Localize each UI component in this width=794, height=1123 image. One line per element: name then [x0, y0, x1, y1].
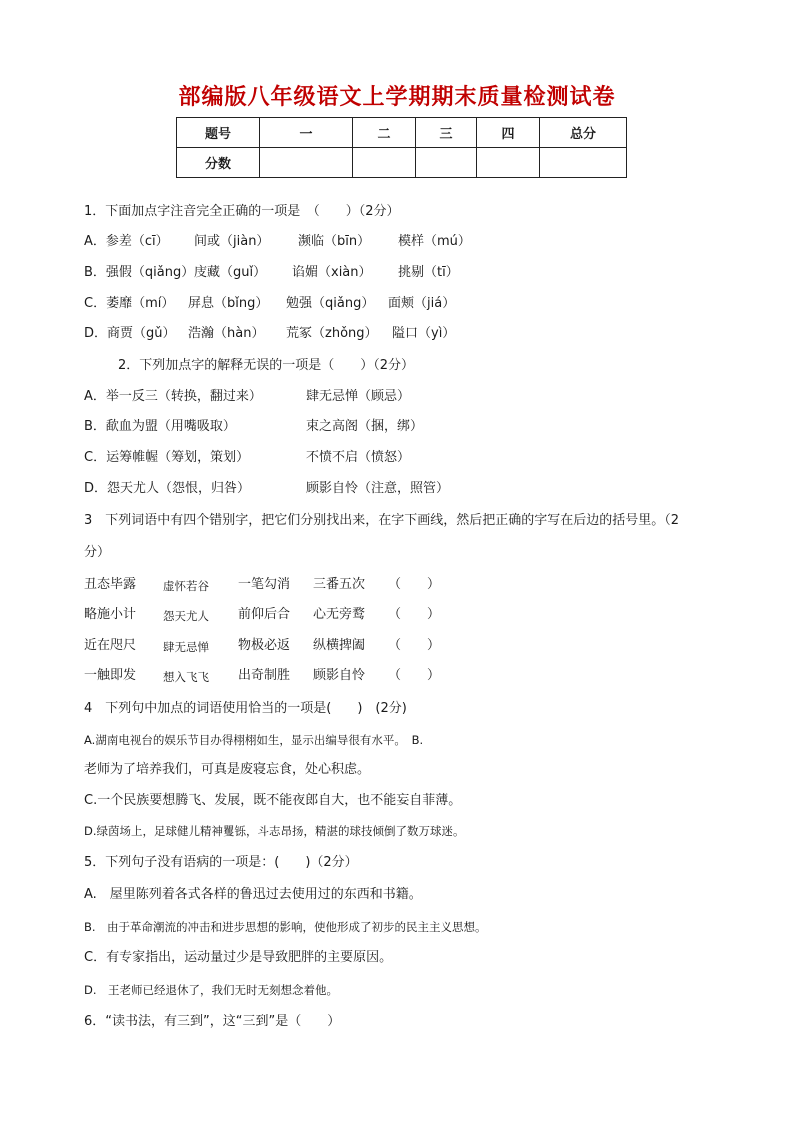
q3-word: 一笔勾消 — [238, 577, 291, 592]
q3-word: 虚怀若谷 — [163, 579, 209, 593]
q2-option-a-2: 肆无忌惮（顾忌） — [306, 389, 411, 404]
q3-answer-blank[interactable]: （ ） — [388, 607, 441, 622]
score-header-cell: 一 — [260, 118, 353, 148]
q5-option-c: C．有专家指出，运动量过少是导致肥胖的主要原因。 — [84, 950, 393, 965]
q3-word: 怨天尤人 — [163, 609, 209, 623]
q1-option-a-1: A．参差（cī） — [84, 234, 169, 249]
q1-option-a-4: 模样（mú） — [398, 234, 471, 249]
q2-option-b-2: 束之高阁（捆，绑） — [306, 419, 424, 434]
q2-option-d-2: 顾影自怜（注意，照管） — [306, 481, 450, 496]
score-header-cell: 总分 — [540, 118, 627, 148]
q4-option-c: C.一个民族要想腾飞、发展，既不能夜郎自大，也不能妄自菲薄。 — [84, 793, 462, 808]
score-header-cell: 题号 — [177, 118, 260, 148]
score-table-header-row — [177, 118, 627, 148]
q1-option-d-2: 浩瀚（hàn） — [188, 326, 265, 341]
score-table — [176, 117, 627, 178]
q2-option-c-2: 不愤不启（愤怒） — [306, 450, 411, 465]
q1-option-b-2: 庋藏（guǐ） — [194, 265, 267, 280]
q5-option-b: B. 由于革命潮流的冲击和进步思想的影响，使他形成了初步的民主主义思想。 — [84, 920, 487, 934]
q4-option-a: A.湖南电视台的娱乐节目办得栩栩如生，显示出编导很有水平。 B. — [84, 733, 424, 747]
q1-option-b-4: 挑剔（tī） — [398, 265, 459, 280]
q1-option-a-2: 间或（jiàn） — [194, 234, 270, 249]
q3-word: 三番五次 — [313, 577, 366, 592]
q3-answer-blank[interactable]: （ ） — [388, 577, 441, 592]
score-cell[interactable] — [540, 148, 627, 178]
q3-word: 顾影自怜 — [313, 668, 366, 683]
q2-stem: 2．下列加点字的解释无误的一项是（ ）（2分） — [118, 358, 415, 373]
q3-word: 肆无忌惮 — [163, 640, 209, 654]
score-row-label: 分数 — [177, 148, 260, 178]
q2-option-d-1: D．怨天尤人（怨恨，归咎） — [84, 481, 251, 496]
q3-answer-blank[interactable]: （ ） — [388, 668, 441, 683]
q3-word: 心无旁鹜 — [313, 607, 366, 622]
score-cell[interactable] — [260, 148, 353, 178]
q1-option-c-3: 勉强（qiǎng） — [286, 296, 375, 311]
q3-word: 略施小计 — [84, 607, 137, 622]
q3-word: 纵横捭阖 — [313, 638, 366, 653]
q4-option-d: D.绿茵场上，足球健儿精神矍铄，斗志昂扬，精湛的球技倾倒了数万球迷。 — [84, 824, 465, 838]
q3-word: 出奇制胜 — [238, 668, 291, 683]
q1-option-c-4: 面颊（jiá） — [388, 296, 456, 311]
score-header-cell: 四 — [477, 118, 540, 148]
score-cell[interactable] — [353, 148, 416, 178]
score-header-cell: 二 — [353, 118, 416, 148]
q3-word: 前仰后合 — [238, 607, 291, 622]
page-title: 部编版八年级语文上学期期末质量检测试卷 — [178, 85, 616, 110]
q2-option-c-1: C．运筹帷幄（筹划，策划） — [84, 450, 250, 465]
q1-stem: 1．下面加点字注音完全正确的一项是 （ ）（2分） — [84, 204, 400, 219]
q6-stem: 6．“读书法，有三到”，这“三到”是（ ） — [84, 1014, 341, 1029]
q5-option-a: A. 屋里陈列着各式各样的鲁迅过去使用过的东西和书籍。 — [84, 887, 422, 902]
score-cell[interactable] — [416, 148, 477, 178]
score-header-cell: 三 — [416, 118, 477, 148]
q1-option-d-3: 荒冢（zhǒng） — [286, 326, 378, 341]
q3-word: 想入飞飞 — [163, 670, 209, 684]
q1-option-d-4: 隘口（yì） — [392, 326, 456, 341]
score-cell[interactable] — [477, 148, 540, 178]
q4-option-b: 老师为了培养我们，可真是废寝忘食，处心积虑。 — [84, 762, 371, 777]
q3-word: 丑态毕露 — [84, 577, 137, 592]
q4-stem: 4 下列句中加点的词语使用恰当的一项是( ) (2分) — [84, 701, 407, 716]
q1-option-c-1: C．萎靡（mí） — [84, 296, 175, 311]
q2-option-a-1: A．举一反三（转换，翻过来） — [84, 389, 262, 404]
q3-word: 近在咫尺 — [84, 638, 137, 653]
q3-word: 一触即发 — [84, 668, 137, 683]
q2-option-b-1: B．歃血为盟（用嘴吸取） — [84, 419, 236, 434]
q1-option-b-3: 谄媚（xiàn） — [292, 265, 372, 280]
q1-option-b-1: B．强假（qiǎng） — [84, 265, 195, 280]
q5-stem: 5．下列句子没有语病的一项是：( )（2分） — [84, 855, 358, 870]
q3-word: 物极必返 — [238, 638, 291, 653]
q3-stem-line1: 3 下列词语中有四个错别字，把它们分别找出来，在字下画线，然后把正确的字写在后边的括号里。（2 — [84, 513, 680, 528]
q3-answer-blank[interactable]: （ ） — [388, 638, 441, 653]
q3-stem-line2: 分） — [84, 545, 111, 560]
score-table-score-row — [177, 148, 627, 178]
q1-option-c-2: 屏息（bǐng） — [188, 296, 269, 311]
q1-option-a-3: 濒临（bīn） — [298, 234, 371, 249]
q1-option-d-1: D．商贾（gǔ） — [84, 326, 176, 341]
q5-option-d: D. 王老师已经退休了，我们无时无刻想念着他。 — [84, 983, 339, 997]
